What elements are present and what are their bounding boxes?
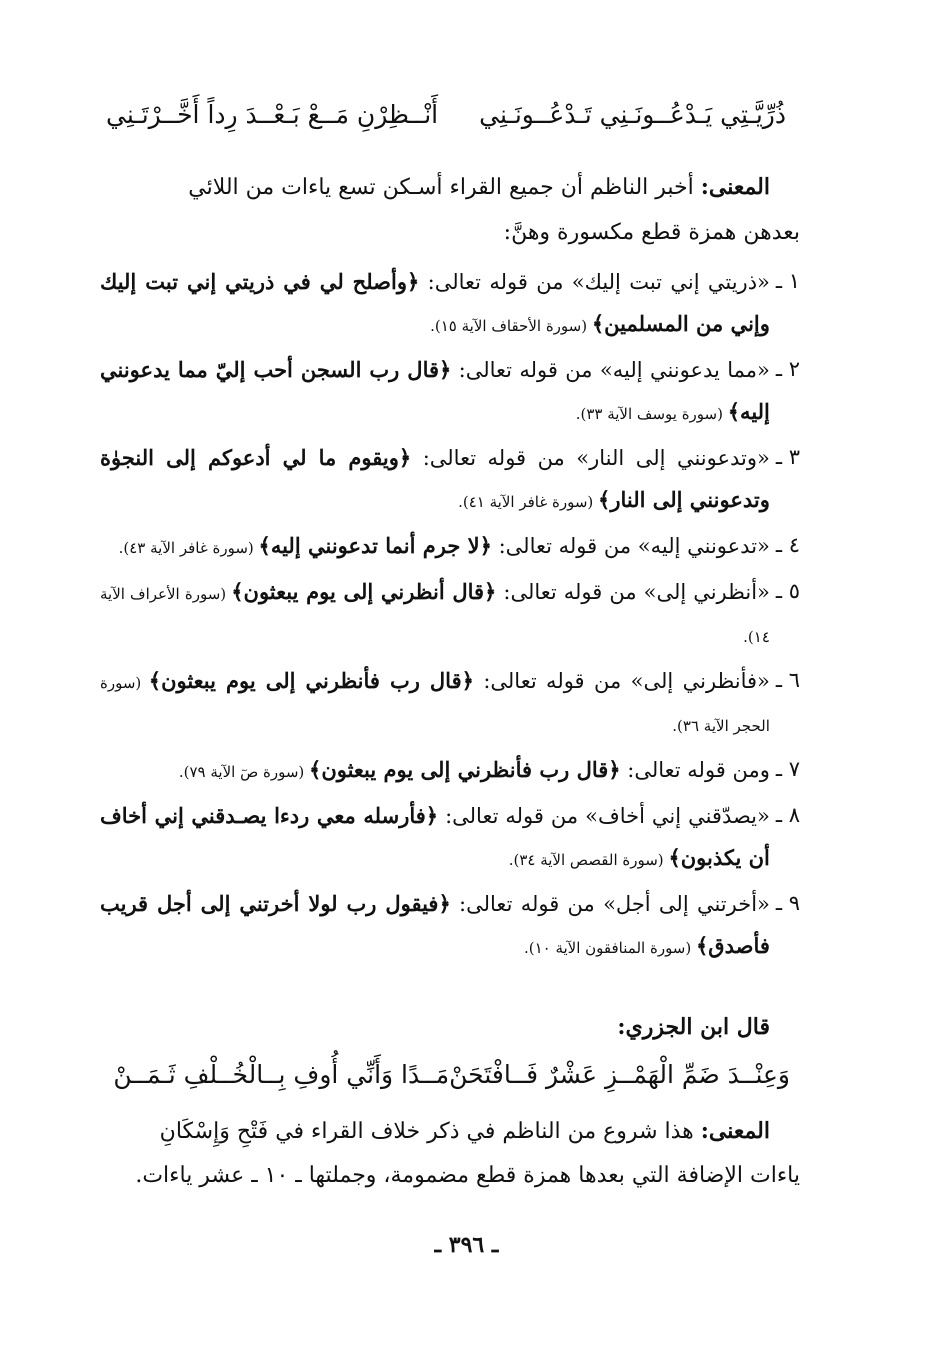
book-page bbox=[100, 95, 800, 1198]
item-quran-quote: ﴿قال رب السجن أحب إليّ مما يدعونني إليه﴾ bbox=[100, 357, 770, 424]
list-item bbox=[100, 525, 800, 569]
item-word: «فأنظرني إلى» من قوله تعالى: bbox=[473, 669, 770, 693]
item-number: ٢ ـ bbox=[775, 357, 800, 381]
verse-2-right-hemistich: وَعِنْــدَ ضَمِّ الْهَمْــزِ عَشْرٌ فَــافْتَحَنْ bbox=[449, 1060, 790, 1089]
item-body bbox=[100, 349, 770, 435]
meaning-2-text-line-1: هذا شروع من الناظم في ذكر خلاف القراء في فَتْحِ وَإِسْكَانِ bbox=[159, 1119, 701, 1144]
item-reference: (سورة القصص الآية ٣٤). bbox=[508, 851, 669, 869]
word-list bbox=[100, 261, 800, 969]
meaning-text-line-1: أخبر الناظم أن جميع القراء أسـكن تسع ياءات من اللائي bbox=[188, 175, 701, 200]
item-body bbox=[100, 571, 770, 658]
item-body bbox=[100, 749, 770, 793]
verse-1-left-hemistich: أَنْــظِرْنِ مَــعْ بَـعْــدَ رِداً أَخَّــرْتَـنِي bbox=[106, 100, 439, 129]
item-word: «تدعونني إليه» من قوله تعالى: bbox=[491, 534, 770, 558]
item-word: «أخرتني إلى أجل» من قوله تعالى: bbox=[450, 892, 770, 916]
list-item bbox=[100, 349, 800, 435]
list-item bbox=[100, 261, 800, 347]
meaning-label: المعنى: bbox=[700, 174, 770, 200]
item-reference: (سورة الأعراف الآية ١٤). bbox=[100, 585, 770, 646]
item-word: «أنظرني إلى» من قوله تعالى: bbox=[496, 580, 770, 604]
item-reference: (سورة يوسف الآية ٣٣). bbox=[575, 405, 728, 423]
meaning-2-text-line-2: ياءات الإضافة التي بعدها همزة قطع مضمومة، وجملتها ـ ١٠ ـ عشر ياءات. bbox=[135, 1163, 800, 1188]
item-quran-quote: ﴿قال رب فأنظرني إلى يوم يبعثون﴾ bbox=[309, 757, 621, 782]
meaning-2-line-1 bbox=[100, 1109, 800, 1154]
list-item bbox=[100, 571, 800, 658]
item-number: ٦ ـ bbox=[775, 668, 800, 692]
item-word: «مما يدعونني إليه» من قوله تعالى: bbox=[451, 358, 770, 382]
list-item bbox=[100, 795, 800, 881]
item-quran-quote: ﴿قال أنظرني إلى يوم يبعثون﴾ bbox=[231, 579, 497, 604]
item-number: ٤ ـ bbox=[775, 533, 800, 557]
item-reference: (سورة غافر الآية ٤١). bbox=[458, 493, 599, 511]
poem-verse-2 bbox=[100, 1055, 800, 1095]
meaning-text-line-2: بعدهن همزة قطع مكسورة وهنَّ: bbox=[503, 220, 800, 245]
item-number: ٨ ـ bbox=[775, 803, 800, 827]
meaning-2-label: المعنى: bbox=[700, 1118, 770, 1144]
item-word: «ذريتي إني تبت إليك» من قوله تعالى: bbox=[419, 270, 770, 294]
list-item bbox=[100, 660, 800, 747]
verse-2-left-hemistich: مَــدًا وَأَنِّي أُوفِ بِــالْخُــلْفِ ثَـمَــنْ bbox=[113, 1060, 450, 1089]
item-number: ٧ ـ bbox=[775, 757, 800, 781]
item-reference: (سورة الحجر الآية ٣٦). bbox=[100, 674, 770, 735]
item-quran-quote: ﴿قال رب فأنظرني إلى يوم يبعثون﴾ bbox=[148, 668, 474, 693]
item-number: ٣ ـ bbox=[775, 445, 800, 469]
item-body bbox=[100, 261, 770, 347]
poem-verse-1 bbox=[100, 95, 800, 135]
item-number: ١ ـ bbox=[775, 269, 800, 293]
item-quran-quote: ﴿ويقوم ما لي أدعوكم إلى النجوٰة وتدعونني إلى النار﴾ bbox=[100, 445, 770, 512]
item-reference: (سورة غافر الآية ٤٣). bbox=[118, 539, 259, 557]
item-body bbox=[100, 795, 770, 881]
item-reference: (سورة الأحقاف الآية ١٥). bbox=[430, 317, 592, 335]
item-word: ومن قوله تعالى: bbox=[620, 758, 770, 782]
item-quran-quote: ﴿فأرسله معي ردءا يصـدقني إني أخاف أن يكذبون﴾ bbox=[100, 803, 770, 870]
item-quran-quote: ﴿فيقول رب لولا أخرتني إلى أجل قريب فأصدق﴾ bbox=[100, 891, 770, 958]
list-item bbox=[100, 437, 800, 523]
item-word: «يصدّقني إني أخاف» من قوله تعالى: bbox=[438, 804, 770, 828]
list-item bbox=[100, 749, 800, 793]
meaning-paragraph-2 bbox=[100, 1109, 800, 1198]
list-item bbox=[100, 883, 800, 969]
item-quran-quote: ﴿وأصلح لي في ذريتي إني تبت إليك وإني من المسلمين﴾ bbox=[100, 269, 770, 336]
item-reference: (سورة صٓ الآية ٧٩). bbox=[178, 763, 310, 781]
meaning-paragraph-1-continued bbox=[100, 210, 800, 255]
page-number: ـ ٣٩٦ ـ bbox=[434, 1232, 499, 1258]
item-reference: (سورة المنافقون الآية ١٠). bbox=[523, 939, 696, 957]
item-body bbox=[100, 525, 770, 569]
item-body bbox=[100, 883, 770, 969]
item-number: ٩ ـ bbox=[775, 891, 800, 915]
item-body bbox=[100, 437, 770, 523]
item-number: ٥ ـ bbox=[775, 579, 800, 603]
section-heading: قال ابن الجزري: bbox=[617, 1014, 770, 1040]
meaning-paragraph-1 bbox=[100, 165, 800, 210]
item-quran-quote: ﴿لا جرم أنما تدعونني إليه﴾ bbox=[258, 533, 492, 558]
verse-1-right-hemistich: ذُرِّيَّـتِي يَـدْعُــونَـنِي تَـدْعُــونَـنِي bbox=[479, 100, 786, 129]
item-body bbox=[100, 660, 770, 747]
item-word: «وتدعونني إلى النار» من قوله تعالى: bbox=[411, 446, 770, 470]
